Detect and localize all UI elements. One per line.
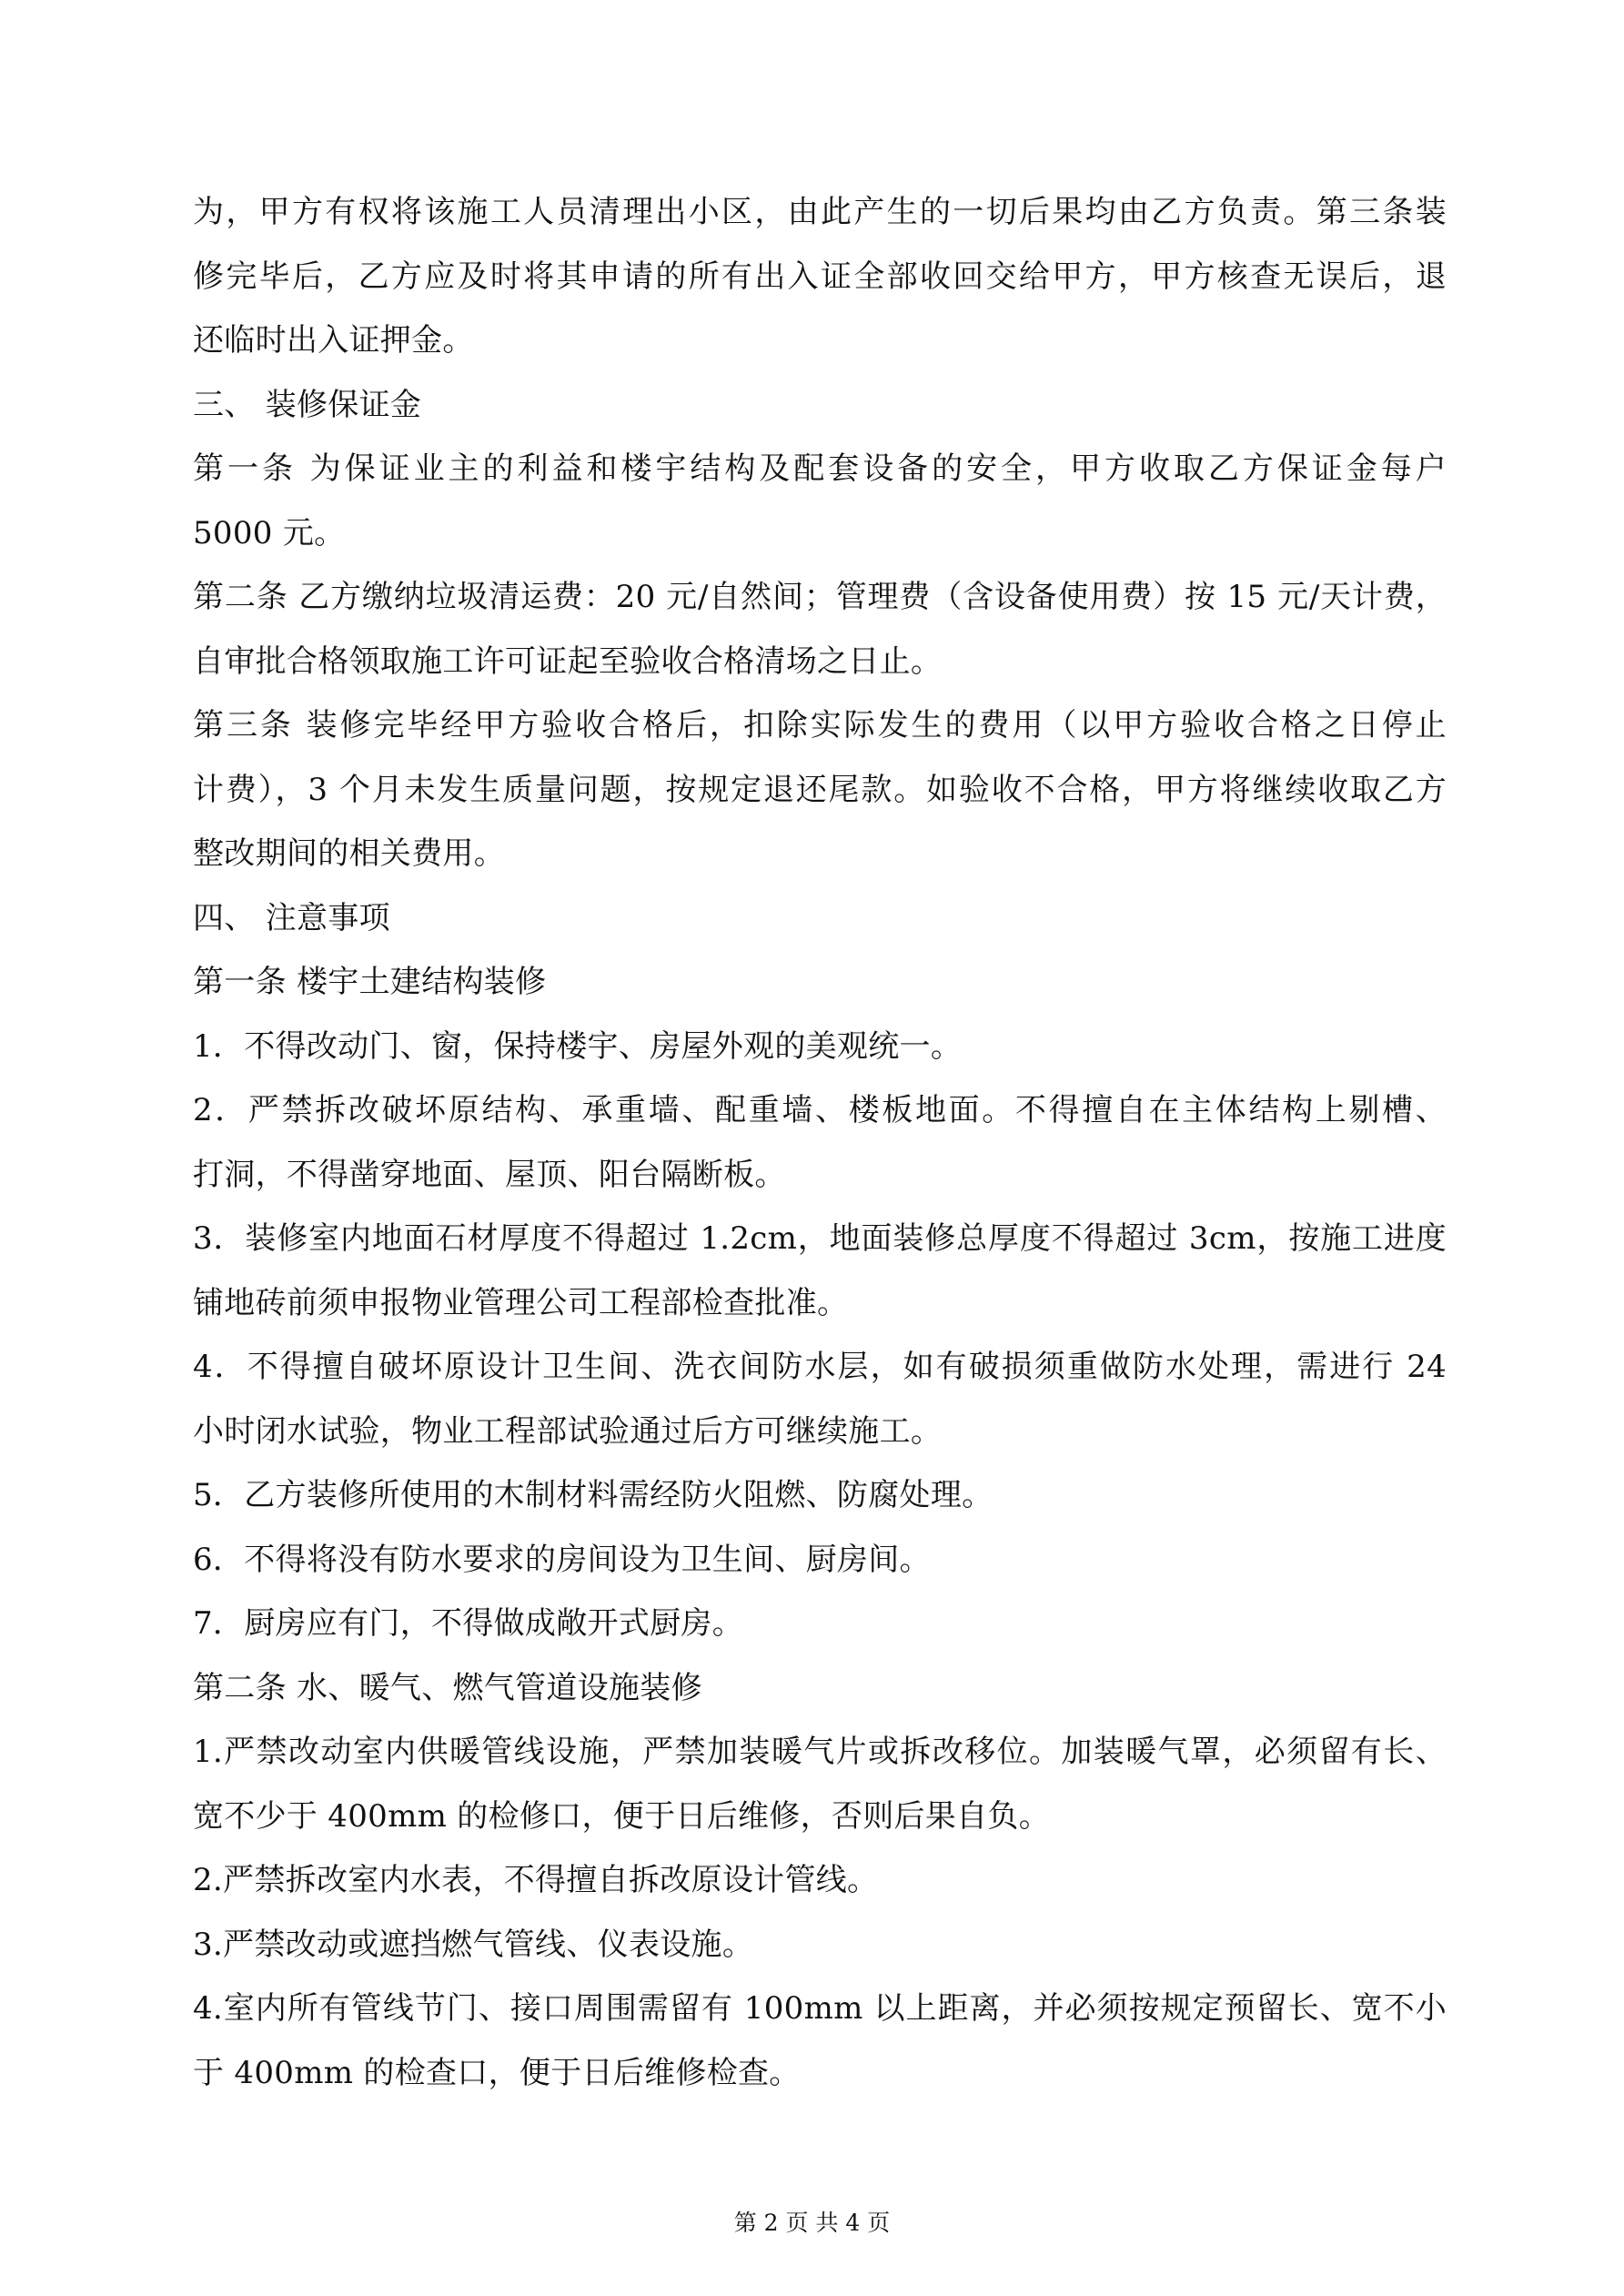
- document-body: [193, 180, 1447, 2105]
- text-line: 还临时出入证押金。: [193, 322, 474, 359]
- text-line: 第一条 为保证业主的利益和楼宇结构及配套设备的安全，甲方收取乙方保证金每户: [193, 450, 1447, 487]
- clause-heading: 第二条 水、暖气、燃气管道设施装修: [193, 1669, 702, 1706]
- text-line: 3.严禁改动或遮挡燃气管线、仪表设施。: [193, 1926, 754, 1963]
- section-heading: 四、 注意事项: [193, 899, 390, 936]
- text-line: 3．装修室内地面石材厚度不得超过 1.2cm，地面装修总厚度不得超过 3cm，按施工进度: [193, 1220, 1447, 1257]
- clause-heading: 第一条 楼宇土建结构装修: [193, 964, 547, 1000]
- text-line: 小时闭水试验，物业工程部试验通过后方可继续施工。: [193, 1412, 943, 1450]
- section-heading: 三、 装修保证金: [193, 386, 422, 423]
- text-line: 自审批合格领取施工许可证起至验收合格清场之日止。: [193, 642, 943, 680]
- text-line: 铺地砖前须申报物业管理公司工程部检查批准。: [193, 1284, 849, 1321]
- text-line: 2.严禁拆改室内水表，不得擅自拆改原设计管线。: [193, 1862, 879, 1898]
- text-line: 整改期间的相关费用。: [193, 835, 505, 872]
- text-line: 7．厨房应有门，不得做成敞开式厨房。: [193, 1605, 744, 1642]
- text-line: 4．不得擅自破坏原设计卫生间、洗衣间防水层，如有破损须重做防水处理，需进行 24: [193, 1349, 1447, 1385]
- text-line: 6．不得将没有防水要求的房间设为卫生间、厨房间。: [193, 1541, 931, 1578]
- text-line: 5．乙方装修所使用的木制材料需经防火阻燃、防腐处理。: [193, 1477, 994, 1513]
- text-line: 4.室内所有管线节门、接口周围需留有 100mm 以上距离，并必须按规定预留长、宽不小: [193, 1990, 1447, 2027]
- text-line: 1．不得改动门、窗，保持楼宇、房屋外观的美观统一。: [193, 1027, 963, 1065]
- text-line: 计费），3 个月未发生质量问题，按规定退还尾款。如验收不合格，甲方将继续收取乙方: [193, 771, 1447, 808]
- text-line: 第二条 乙方缴纳垃圾清运费：20 元/自然间；管理费（含设备使用费）按 15 元/天计费，: [193, 579, 1447, 615]
- text-line: 5000 元。: [193, 514, 346, 551]
- text-line: 2．严禁拆改破坏原结构、承重墙、配重墙、楼板地面。不得擅自在主体结构上剔槽、: [193, 1092, 1447, 1128]
- text-line: 第三条 装修完毕经甲方验收合格后，扣除实际发生的费用（以甲方验收合格之日停止: [193, 707, 1447, 743]
- text-line: 1.严禁改动室内供暖管线设施，严禁加装暖气片或拆改移位。加装暖气罩，必须留有长、: [193, 1734, 1447, 1770]
- text-line: 宽不少于 400mm 的检修口，便于日后维修，否则后果自负。: [193, 1797, 1050, 1835]
- text-line: 修完毕后，乙方应及时将其申请的所有出入证全部收回交给甲方，甲方核查无误后，退: [193, 258, 1447, 295]
- text-line: 为，甲方有权将该施工人员清理出小区，由此产生的一切后果均由乙方负责。第三条装: [193, 194, 1447, 230]
- page-number-footer: 第 2 页 共 4 页: [733, 2210, 891, 2236]
- text-line: 于 400mm 的检查口，便于日后维修检查。: [193, 2054, 801, 2091]
- text-line: 打洞，不得凿穿地面、屋顶、阳台隔断板。: [193, 1156, 786, 1193]
